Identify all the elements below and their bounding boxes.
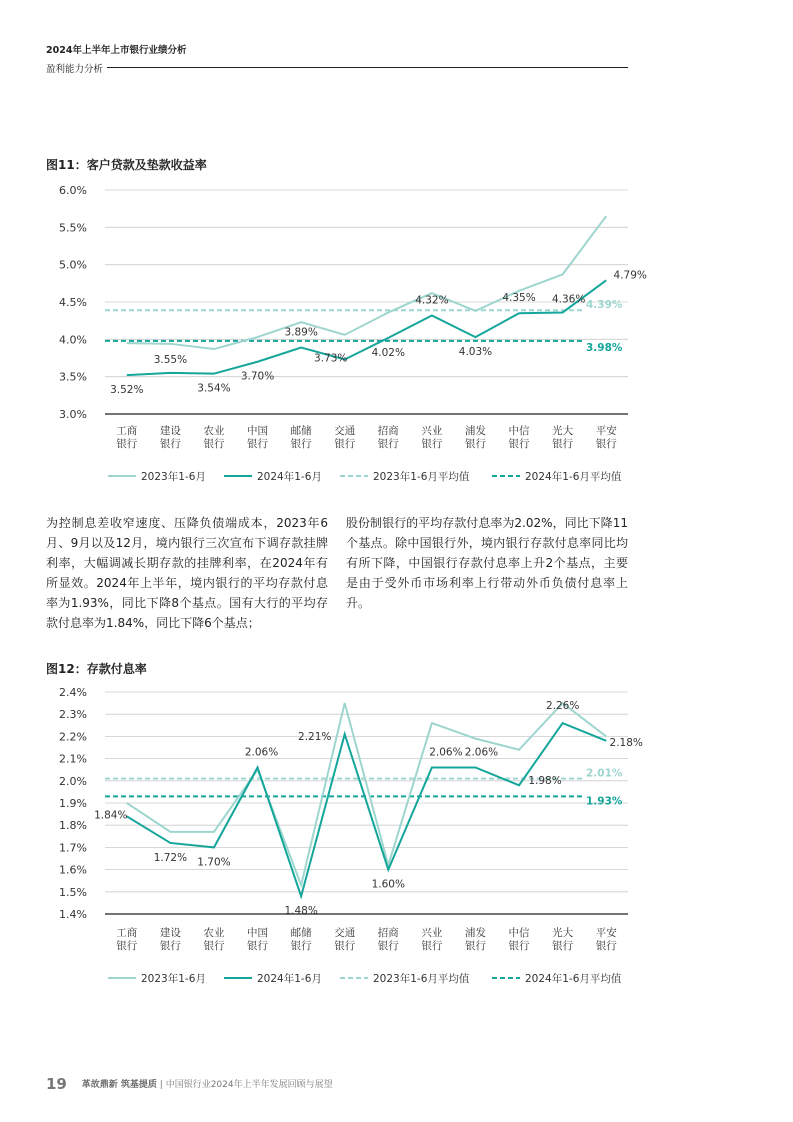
x-tick-label: 招商: [377, 927, 399, 939]
loan-yield-chart: [0, 178, 793, 496]
data-label: 1.48%: [284, 905, 318, 918]
y-tick-label: 5.0%: [59, 258, 87, 272]
x-tick-label: 农业: [203, 425, 225, 437]
x-tick-label: 中国: [247, 927, 269, 939]
x-tick-label: 光大: [552, 425, 574, 437]
x-tick-label: 中信: [508, 425, 530, 437]
y-tick-label: 3.5%: [59, 370, 87, 384]
average-label: 1.93%: [586, 795, 623, 808]
data-label: 1.84%: [94, 809, 128, 822]
x-tick-label: 银行: [290, 438, 312, 450]
x-tick-label: 交通: [334, 425, 356, 437]
footer-separator: |: [159, 1080, 163, 1090]
y-tick-label: 1.6%: [59, 863, 87, 877]
page-footer: [46, 1075, 333, 1093]
legend-label: 2023年1-6月: [141, 471, 206, 483]
x-tick-label: 邮储: [290, 927, 312, 939]
x-tick-label: 银行: [552, 940, 574, 952]
y-tick-label: 2.3%: [59, 708, 87, 722]
x-tick-label: 银行: [334, 438, 356, 450]
y-tick-label: 1.7%: [59, 841, 87, 855]
x-tick-label: 浦发: [464, 425, 486, 437]
section-title: 盈利能力分析: [46, 64, 104, 75]
footer-text: 中国银行业2024年上半年发展回顾与展望: [165, 1080, 333, 1090]
average-label: 2.01%: [586, 767, 623, 780]
data-label: 1.70%: [197, 856, 231, 869]
data-label: 3.89%: [284, 326, 318, 339]
x-tick-label: 银行: [552, 438, 574, 450]
x-tick-label: 中信: [508, 927, 530, 939]
x-tick-label: 农业: [203, 927, 225, 939]
x-tick-label: 银行: [334, 940, 356, 952]
data-label: 3.54%: [197, 382, 231, 395]
x-tick-label: 浦发: [464, 927, 486, 939]
series-line: [127, 216, 606, 349]
y-tick-label: 2.1%: [59, 752, 87, 766]
data-label: 2.06%: [244, 746, 279, 759]
y-tick-label: 1.9%: [59, 797, 87, 810]
page-number: 19: [46, 1075, 67, 1093]
x-tick-label: 银行: [377, 940, 399, 952]
data-label: 1.72%: [153, 851, 188, 864]
y-tick-label: 1.4%: [59, 908, 87, 921]
data-label: 2.06%: [429, 746, 463, 759]
x-tick-label: 招商: [377, 425, 399, 437]
x-tick-label: 建设: [159, 927, 181, 939]
footer-brand: 革故鼎新 筑基提质: [81, 1080, 157, 1090]
legend-label: 2024年1-6月: [257, 973, 322, 985]
x-tick-label: 银行: [203, 438, 225, 450]
x-tick-label: 银行: [247, 940, 269, 952]
x-tick-label: 银行: [159, 940, 181, 952]
legend-label: 2024年1-6月: [257, 471, 322, 483]
data-label: 2.06%: [464, 746, 499, 759]
x-tick-label: 光大: [552, 927, 574, 939]
data-label: 4.32%: [415, 294, 449, 307]
x-tick-label: 邮储: [290, 425, 312, 437]
y-tick-label: 1.8%: [59, 819, 87, 833]
x-tick-label: 银行: [159, 438, 181, 450]
x-tick-label: 银行: [116, 438, 138, 450]
data-label: 4.36%: [551, 293, 586, 306]
paragraph-left: 为控制息差收窄速度、压降负债端成本，2023年6月、9月以及12月，境内银行三次宣布下调存款挂牌利率，大幅调减长期存款的挂牌利率，在2024年有所显效。2024年上半年，境内银行的平均存款付息率为1.93%，同比下降8个基点。国有大行的平均存款付息率为1.84%，同比下降6个基点；: [46, 516, 328, 630]
x-tick-label: 银行: [464, 940, 486, 952]
legend-label: 2024年1-6月平均值: [525, 471, 622, 483]
data-label: 4.35%: [502, 292, 536, 305]
x-tick-label: 平安: [595, 927, 617, 939]
data-label: 3.55%: [153, 353, 188, 366]
data-label: 4.02%: [371, 346, 405, 359]
data-label: 3.73%: [314, 352, 348, 365]
header-rule: [107, 67, 628, 68]
x-tick-label: 银行: [290, 940, 312, 952]
legend-label: 2023年1-6月: [141, 973, 206, 985]
x-tick-label: 平安: [595, 425, 617, 437]
x-tick-label: 工商: [116, 927, 138, 939]
x-tick-label: 工商: [116, 425, 138, 437]
average-label: 4.39%: [586, 299, 623, 312]
average-label: 3.98%: [586, 341, 623, 354]
y-tick-label: 4.5%: [59, 296, 87, 309]
deposit-cost-chart: [0, 680, 793, 998]
x-tick-label: 银行: [508, 940, 530, 952]
x-tick-label: 建设: [159, 425, 181, 437]
x-tick-label: 银行: [247, 438, 269, 450]
y-tick-label: 6.0%: [59, 184, 87, 197]
x-tick-label: 银行: [595, 438, 617, 450]
legend-label: 2023年1-6月平均值: [373, 471, 470, 483]
legend-label: 2023年1-6月平均值: [373, 973, 470, 985]
y-tick-label: 5.5%: [59, 221, 87, 235]
data-label: 3.52%: [110, 384, 144, 397]
x-tick-label: 兴业: [421, 927, 443, 939]
x-tick-label: 交通: [334, 927, 356, 939]
y-tick-label: 2.4%: [59, 686, 87, 699]
data-label: 3.70%: [240, 370, 275, 383]
data-label: 2.18%: [609, 736, 643, 749]
legend-label: 2024年1-6月平均值: [525, 973, 622, 985]
figure-12-title: 图12：存款付息率: [46, 662, 147, 676]
data-label: 4.03%: [458, 346, 493, 359]
data-label: 1.98%: [528, 775, 562, 788]
data-label: 2.21%: [298, 731, 332, 744]
y-tick-label: 4.0%: [59, 333, 87, 347]
x-tick-label: 银行: [421, 438, 443, 450]
y-tick-label: 2.2%: [59, 730, 87, 744]
x-tick-label: 银行: [508, 438, 530, 450]
report-title: 2024年上半年上市银行业绩分析: [46, 45, 187, 56]
x-tick-label: 银行: [595, 940, 617, 952]
x-tick-label: 银行: [464, 438, 486, 450]
x-tick-label: 中国: [247, 425, 269, 437]
y-tick-label: 1.5%: [59, 885, 87, 899]
data-label: 4.79%: [613, 269, 647, 282]
y-tick-label: 2.0%: [59, 774, 87, 788]
x-tick-label: 银行: [421, 940, 443, 952]
series-line: [127, 723, 606, 896]
data-label: 2.26%: [545, 700, 580, 713]
x-tick-label: 兴业: [421, 425, 443, 437]
x-tick-label: 银行: [116, 940, 138, 952]
x-tick-label: 银行: [377, 438, 399, 450]
x-tick-label: 银行: [203, 940, 225, 952]
y-tick-label: 3.0%: [59, 408, 87, 421]
paragraph-right: 股份制银行的平均存款付息率为2.02%，同比下降11个基点。除中国银行外，境内银行存款付息率同比均有所下降，中国银行存款付息率上升2个基点，主要是由于受外币市场利率上行带动外币负债付息率上升。: [346, 516, 628, 610]
figure-11-title: 图11：客户贷款及垫款收益率: [46, 158, 207, 172]
data-label: 1.60%: [371, 878, 405, 891]
